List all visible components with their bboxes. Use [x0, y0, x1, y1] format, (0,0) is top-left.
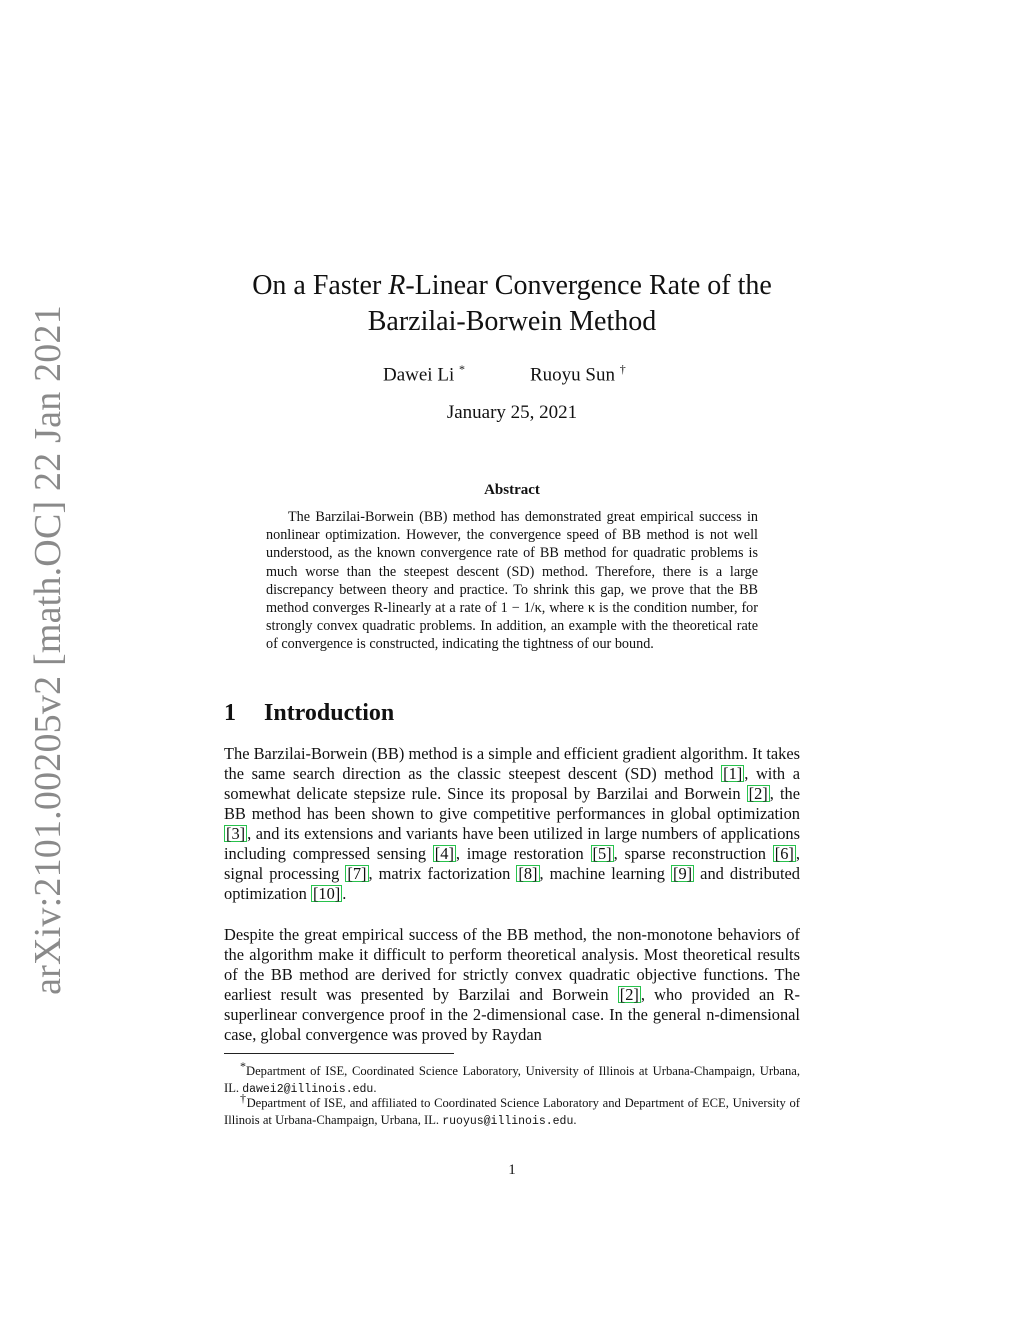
section-heading: [224, 700, 394, 727]
citation-link[interactable]: [6]: [774, 844, 794, 863]
citation-link[interactable]: [8]: [518, 864, 538, 883]
paper-title: [222, 268, 802, 340]
title-line-2: Barzilai-Borwein Method: [367, 306, 657, 337]
citation-link[interactable]: [2]: [748, 784, 768, 803]
author: Ruoyu Sun †: [530, 362, 626, 386]
citation-link[interactable]: [2]: [619, 985, 639, 1004]
page-number: 1: [508, 1162, 516, 1178]
citation-link[interactable]: [1]: [723, 764, 743, 783]
footnote-mark: †: [240, 1091, 247, 1105]
paper-date: January 25, 2021: [446, 402, 578, 423]
citation-link[interactable]: [7]: [347, 864, 367, 883]
citation-link[interactable]: [9]: [672, 864, 693, 883]
footnote-mark: *: [240, 1059, 246, 1073]
section-number: 1: [224, 700, 236, 726]
section-title: Introduction: [264, 700, 395, 726]
footnote: *Department of ISE, Coordinated Science Laboratory, University of Illinois at Urbana-Champaign, Urbana, IL. dawei2@illinois.edu.: [224, 1059, 800, 1097]
email-link[interactable]: dawei2@illinois.edu: [242, 1083, 374, 1097]
citation-link[interactable]: [5]: [592, 844, 612, 863]
author: Dawei Li *: [383, 362, 465, 386]
intro-paragraph-2: Despite the great empirical success of the BB method, the non-monotone behaviors of the algorithm make it difficult to perform theoretical analysis. Most theoretical results of the BB method are derived for strictly convex quadratic objective functions. The earliest result was presented by Barzilai and Borwein [2] , who provided an R-superlinear convergence proof in the 2-dimensional case. In the general n-dimensional case, global convergence was proved by Raydan: [224, 925, 800, 1044]
citation-link[interactable]: [10]: [312, 884, 341, 903]
arxiv-side-stamp: [18, 305, 78, 995]
citation-link[interactable]: [4]: [434, 844, 454, 863]
citation-link[interactable]: [3]: [226, 824, 246, 843]
arxiv-identifier: arXiv:2101.00205v2 [math.OC] 22 Jan 2021: [27, 305, 69, 995]
footnote-divider: [224, 1053, 454, 1054]
author-footnote-mark: †: [619, 362, 626, 376]
abstract-text: The Barzilai-Borwein (BB) method has demonstrated great empirical success in nonlinear optimization. However, the convergence speed of BB method is not well understood, as the known convergence rate of BB method for quadratic problems is much worse than the steepest descent (SD) method. Therefore, there is a large discrepancy between theory and practice. To shrink this gap, we prove that the BB method converges R-linearly at a rate of 1 − 1/κ, where κ is the condition number, for strongly convex quadratic problems. In addition, an example with the theoretical rate of convergence is constructed, indicating the tightness of our bound.: [266, 509, 758, 653]
intro-paragraph-1: The Barzilai-Borwein (BB) method is a simple and efficient gradient algorithm. It takes the same search direction as the classic steepest descent (SD) method [1] , with a somewhat delicate stepsize rule. Since its proposal by Barzilai and Borwein [2] , the BB method has been shown to give competitive performances in global optimization [3] , and its extensions and variants have been utilized in large numbers of applications including compressed sensing [4] , image restoration [5] , sparse reconstruction [6] , signal processing [7] , matrix factorization [8] , machine learning [9] and distributed optimization [10] .: [224, 744, 801, 903]
author-footnote-mark: *: [458, 362, 465, 376]
email-link[interactable]: ruoyus@illinois.edu: [442, 1115, 574, 1129]
author-list: [222, 362, 802, 388]
abstract-heading: Abstract: [484, 482, 540, 498]
title-line-1: On a Faster R-Linear Convergence Rate of the: [252, 270, 772, 301]
footnote: †Department of ISE, and affiliated to Coordinated Science Laboratory and Department of ECE, University of Illinois at Urbana-Champaign, Urbana, IL. ruoyus@illinois.edu.: [224, 1091, 800, 1129]
